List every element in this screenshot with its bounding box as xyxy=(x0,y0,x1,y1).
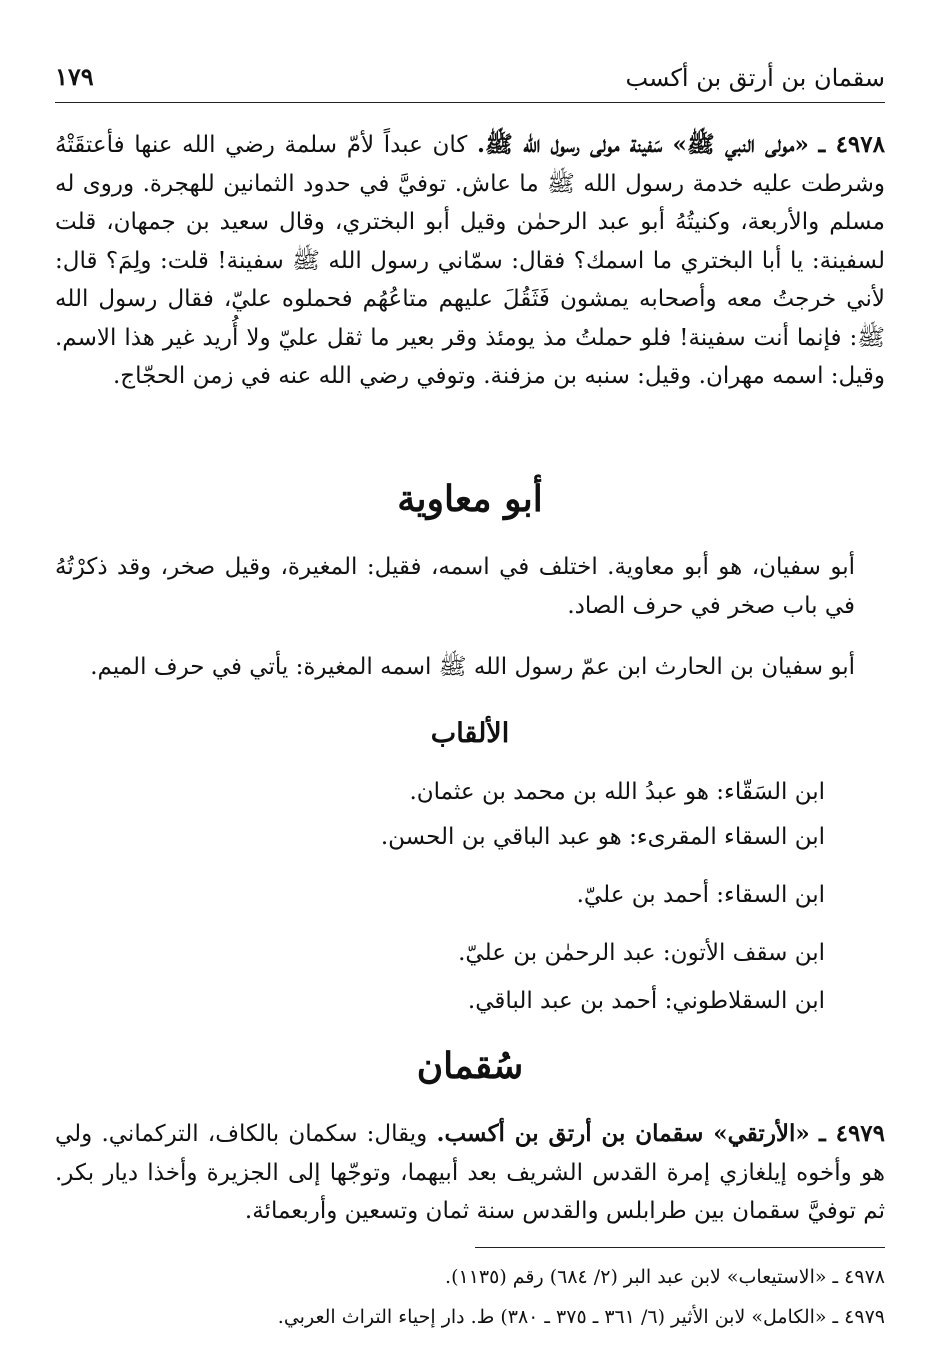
entry-number: ٤٩٧٨ ـ xyxy=(818,131,885,158)
entry-heading: «الأرتقي» سقمان بن أرتق بن أكسب. xyxy=(436,1120,810,1147)
entry-4978 xyxy=(55,126,885,396)
running-header xyxy=(55,58,885,103)
footnote-divider xyxy=(475,1247,885,1248)
entry-body: ويقال: سكمان بالكاف، التركماني. ولي هو وأخوه إيلغازي إمرة القدس الشريف بعد أبيهما، وتوجّها إلى الجزيرة وأخذا ديار بكر. ثم توفيَّ سقمان بين طرابلس والقدس سنة ثمان وتسعين وأربعمائة. xyxy=(55,1121,885,1224)
abu-muawiya-paragraph-1: أبو سفيان، هو أبو معاوية. اختلف في اسمه، فقيل: المغيرة، وقيل صخر، وقد ذكرْتُهُ في باب صخر في حرف الصاد. xyxy=(55,554,855,619)
entry-body: كان عبداً لأمّ سلمة رضي الله عنها فأعتقَتْهُ وشرطت عليه خدمة رسول الله ﷺ ما عاش. توفيَّ في حدود الثمانين للهجرة. وروى له مسلم والأربعة، وكنيتُهُ أبو عبد الرحمٰن وقيل أبو البختري، وقال سعيد بن جمهان، قلت لسفينة: يا أبا البختري ما اسمك؟ فقال: سمّاني رسول الله ﷺ سفينة! قلت: ولِمَ؟ قال: لأني خرجتُ معه وأصحابه يمشون فَثَقُلَ عليهم متاعُهُم فحملوه عليّ، فقال رسول الله ﷺ: فإنما أنت سفينة! فلو حملتُ مذ يومئذ وقر بعير ما ثقل عليّ ولا أُريد غير هذا الاسم. وقيل: اسمه مهران. وقيل: سنبه بن مزفنة. وتوفي رضي الله عنه في زمن الحجّاج. xyxy=(55,132,885,389)
section-heading-abu-muawiya: أبو معاوية xyxy=(397,478,543,520)
alqab-item: ابن السقاء: أحمد بن عليّ. xyxy=(576,882,825,908)
footnote: ٤٩٧٩ ـ «الكامل» لابن الأثير (٦/ ٣٦١ ـ ٣٧٥ ـ ٣٨٠) ط. دار إحياء التراث العربي. xyxy=(277,1306,885,1328)
page-number: ١٧٩ xyxy=(55,62,94,91)
alqab-item: ابن السقلاطوني: أحمد بن عبد الباقي. xyxy=(467,988,825,1014)
abu-muawiya-paragraph-2: أبو سفيان بن الحارث ابن عمّ رسول الله ﷺ اسمه المغيرة: يأتي في حرف الميم. xyxy=(90,654,855,680)
footnote: ٤٩٧٨ ـ «الاستيعاب» لابن عبد البر (٢/ ٦٨٤) رقم (١١٣٥). xyxy=(445,1266,885,1288)
section-heading-suqman: سُقمان xyxy=(416,1045,524,1087)
alqab-item: ابن السقاء المقرىء: هو عبد الباقي بن الحسن. xyxy=(380,824,825,850)
entry-4979 xyxy=(55,1115,885,1231)
entry-number: ٤٩٧٩ ـ xyxy=(818,1120,886,1147)
alqab-item: ابن سقف الأتون: عبد الرحمٰن بن عليّ. xyxy=(458,940,825,966)
section-heading-alqab: الألقاب xyxy=(430,718,510,749)
entry-heading: «مولى النبي ﷺ» سَفينة مولى رسول الله ﷺ. xyxy=(476,131,809,158)
running-header-title: سقمان بن أرتق بن أكسب xyxy=(625,64,885,92)
alqab-item: ابن السَقّاء: هو عبدُ الله بن محمد بن عثمان. xyxy=(409,779,825,805)
